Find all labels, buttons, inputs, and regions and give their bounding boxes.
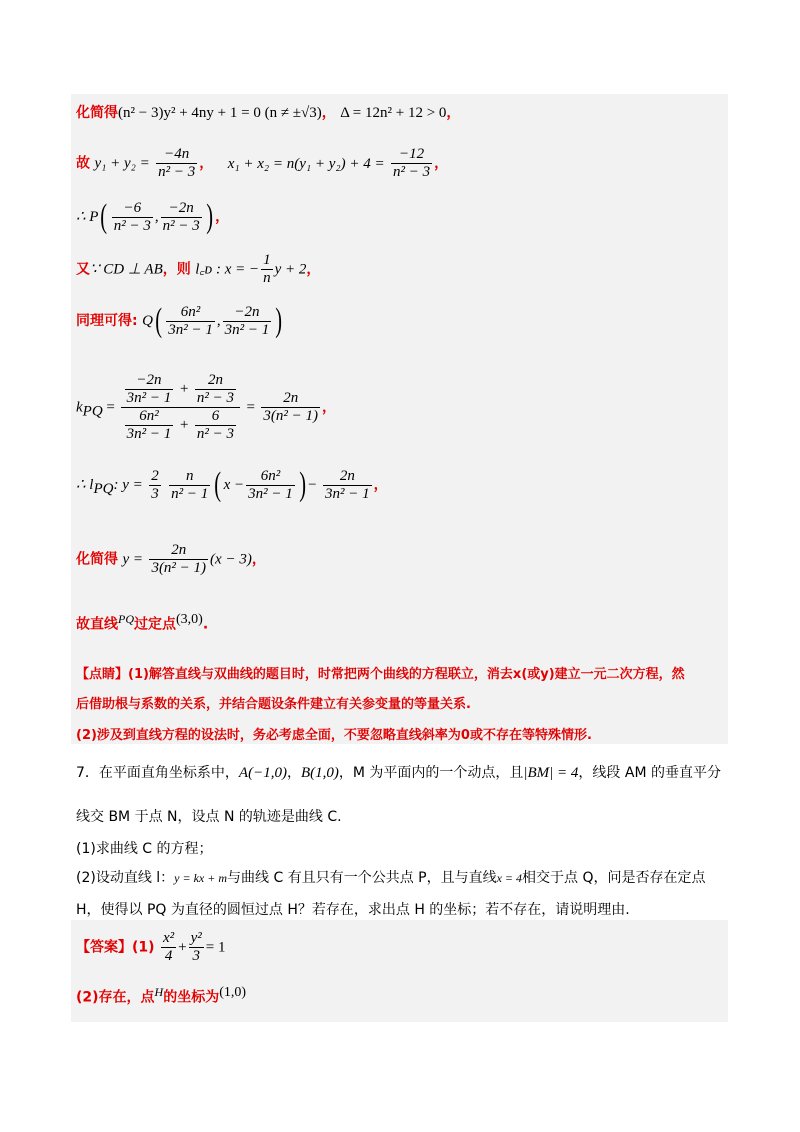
fraction: $\frac{\text{6n²}}{\text{3n² − 1}}$ (248, 467, 293, 502)
fraction: $\frac{2}{3}$ (151, 467, 159, 502)
fraction: $\frac{-2n}{\text{3n² − 1}}$ (224, 303, 270, 338)
fraction: $\frac{\text{x²}}{4}$ (163, 930, 175, 964)
fraction: $\frac{2n}{\text{3(n² − 1)}}$ (151, 542, 207, 576)
q7-line-4: (2)设动直线 l：y = kx + m与曲线 C 有且只有一个公共点 P，且与直线x = 4相交于点 Q，问是否存在定点 (76, 870, 706, 886)
line-pq-equation: ∴ $l_{PQ}$: y = $\frac{2}{3}$ $\frac{n}{\text{n² − 1}}$ ( x − $\frac{\text{6n²}}{\text{3n² − 1}}$ ) − $\frac{2n}{\text{3n² − 1}}$ ， (76, 466, 388, 503)
line-simplify-2: 化简得 y = $\frac{2n}{\text{3(n² − 1)}}$ (x − 3)， (76, 542, 266, 576)
quadratic-equation: (n² − 3)y² + 4ny + 1 = 0 (n ≠ ±√3) (118, 105, 322, 121)
fraction: $\frac{-12}{\text{n² − 3}}$ (393, 146, 431, 180)
q7-line-5: H，使得以 PQ 为直径的圆恒过点 H？若存在，求出点 H 的坐标；若不存在，请说明理由. (76, 902, 630, 918)
answer-line-2: (2)存在，点$^H$的坐标为$^{(1,0)}$ (76, 985, 247, 1006)
compound-fraction: $\frac{-2n}{\text{3n² − 1}}$ + $\frac{2n}{\text{n² − 3}}$ $\frac{\text{6n²}}{\text{3n² − 1}}$ + $\frac{6}{\text{n² − 3}}$ (121, 372, 240, 443)
q7-line-1: 7．在平面直角坐标系中，A(−1,0)，B(1,0)，M 为平面内的一个动点，且|BM| = 4，线段 AM 的垂直平分 (76, 765, 721, 781)
line-sums: 故 y₁ + y₂ = $\frac{-4n}{\text{n² − 3}}$ ， x₁ + x₂ = n(y₁ + y₂) + 4 = $\frac{-12}{\text{n² − 3}}$ ， (76, 146, 449, 180)
discriminant: Δ = 12n² + 12 > 0 (340, 105, 447, 121)
fraction: $\frac{-4n}{\text{n² − 3}}$ (158, 146, 196, 180)
answer-line-1: 【答案】(1) $\frac{\text{x²}}{4}$ + $\frac{\text{y²}}{3}$ = 1 (76, 930, 226, 964)
line-fixed-point: 故直线$^{PQ}$过定点$^{(3,0)}$. (76, 612, 209, 633)
note-line-2: 后借助根与系数的关系，并结合题设条件建立有关参变量的等量关系. (76, 697, 471, 712)
line-simplify-1: 化简得(n² − 3)y² + 4ny + 1 = 0 (n ≠ ±√3)， Δ = 12n² + 12 > 0， (76, 105, 461, 121)
line-cd-perp: 又∵ CD ⊥ AB，则 l꜀ᴅ : x = − $\frac{1}{n}$ y + 2， (76, 252, 321, 286)
q7-line-2: 线交 BM 于点 N，设点 N 的轨迹是曲线 C. (76, 809, 342, 825)
fraction: $\frac{\text{6n²}}{\text{3n² − 1}}$ (168, 303, 213, 338)
fraction: $\frac{\text{y²}}{3}$ (190, 930, 202, 964)
note-line-1: 【点睛】(1)解答直线与双曲线的题目时，时常把两个曲线的方程联立，消去x(或y)建立一元二次方程，然 (76, 667, 685, 682)
answer-label: 【答案】(1) (76, 939, 155, 956)
q7-line-3: (1)求曲线 C 的方程； (76, 841, 213, 857)
fraction: $\frac{2n}{\text{3(n² − 1)}}$ (263, 390, 318, 424)
fraction: $\frac{-6}{\text{n² − 3}}$ (113, 199, 151, 234)
fraction: $\frac{n}{\text{n² − 1}}$ (171, 467, 209, 502)
fraction: $\frac{1}{n}$ (263, 252, 271, 286)
simplify-label: 化简得 (76, 105, 118, 121)
line-point-p: ∴ P( $\frac{-6}{\text{n² − 3}}$ , $\frac{-2n}{\text{n² − 3}}$ ) ， (76, 198, 230, 235)
point-p-label: ∴ P (76, 209, 99, 225)
fraction: $\frac{-2n}{\text{n² − 3}}$ (162, 199, 200, 234)
so-label: 故 (76, 155, 90, 172)
line-point-q: 同理可得: Q( $\frac{\text{6n²}}{\text{3n² − 1}}$ , $\frac{-2n}{\text{3n² − 1}}$ ) (76, 302, 283, 339)
note-line-3: (2)涉及到直线方程的设法时，务必考虑全面，不要忽略直线斜率为0或不存在等特殊情形. (76, 728, 592, 743)
line-slope-pq: $k_{PQ}$ = $\frac{-2n}{\text{3n² − 1}}$ + $\frac{2n}{\text{n² − 3}}$ $\frac{\text{6n²}}{\text{3n² − 1}}$ + $\frac{6}{\text{n² − 3}}$ = $\frac{2n}{\text{3(n² − 1)}}$ ， (76, 372, 336, 442)
fraction: $\frac{2n}{\text{3n² − 1}}$ (325, 467, 370, 502)
